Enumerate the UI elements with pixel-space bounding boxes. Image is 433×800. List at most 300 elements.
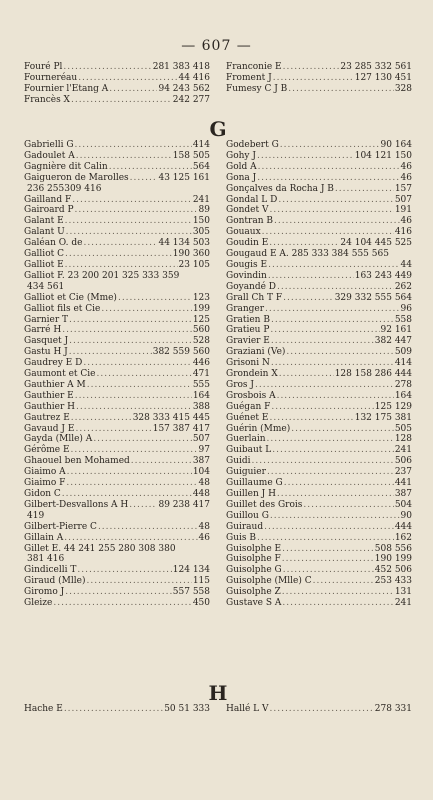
entry-name: Gustave S A [226,598,282,609]
dot-leader [284,478,394,489]
dot-leader [65,249,172,260]
entry-name: Gaudrey E D [24,358,83,369]
dot-leader [131,456,192,467]
dot-leader [277,282,394,293]
index-entry [226,73,412,84]
entry-name: Guibaut L [226,445,272,456]
index-entry [226,424,412,435]
index-entry [226,271,412,282]
entry-pages: 241 [192,194,210,205]
entry-name: Gold A [226,161,257,172]
dot-leader [271,336,374,347]
entry-pages: 241 [394,598,412,609]
entry-pages: 471 [192,369,210,380]
entry-pages: 446 [192,358,210,369]
entry-pages: 237 [394,467,412,478]
entry-name: Gravier E [226,336,270,347]
dot-leader [64,704,163,715]
index-entry [24,205,210,216]
g-left-column [24,140,210,609]
dot-leader [67,467,192,478]
entry-pages: 190 199 [374,554,412,565]
entry-name: 236 255309 416 [27,183,102,194]
dot-leader [270,325,379,336]
entry-pages: 131 [394,587,412,598]
dot-leader [62,489,192,500]
entry-pages: 94 243 562 [158,83,210,94]
dot-leader [282,544,374,555]
dot-leader [282,554,374,565]
entry-pages: 328 [394,83,412,94]
index-entry [226,467,412,478]
entry-name: Guisolphe F [226,554,281,565]
h-left-column [24,704,210,715]
dot-leader [267,434,394,445]
entry-name: Galliot E [24,259,64,270]
entry-pages: 24 104 445 525 [340,238,412,249]
entry-pages: 89 238 417 [158,499,210,510]
index-entry [226,282,412,293]
entry-name: Govindin [226,270,267,281]
entry-pages: 150 [192,216,210,227]
entry-pages: 132 175 381 [354,412,412,423]
entry-name: Granger [226,303,265,314]
dot-leader [63,62,151,73]
index-entry [226,565,412,576]
dot-leader [268,271,354,282]
dot-leader [273,73,354,84]
dot-leader [69,315,192,326]
index-entry [24,195,210,206]
index-entry [24,216,210,227]
entry-name: Guis B [226,532,256,543]
index-entry [226,598,412,609]
index-entry [24,293,210,304]
entry-name: Giromo J [24,587,65,598]
index-entry [24,271,210,282]
entry-name: Grondein X [226,369,278,380]
index-entry [226,304,412,315]
entry-pages: 50 51 333 [164,704,210,714]
index-entry [226,249,412,260]
entry-pages: 328 333 415 445 [132,412,210,423]
entry-name: Gayda (Mlle) A [24,434,93,445]
dot-leader [69,347,152,358]
entry-pages: 164 [394,390,412,401]
entry-pages: 48 [198,521,210,532]
dot-leader [78,73,177,84]
entry-name: Gondet V [226,205,269,216]
index-entry [24,391,210,402]
dot-leader [66,227,192,238]
dot-leader [75,140,192,151]
dot-leader [72,195,192,206]
entry-pages: 90 164 [380,140,412,150]
entry-pages: 127 130 451 [354,72,412,83]
entry-pages: 46 [400,172,412,183]
index-entry [24,140,210,151]
entry-pages: 123 [192,292,210,303]
entry-pages: 115 [192,576,210,587]
entry-pages: 278 331 [374,704,412,714]
entry-pages: 329 332 555 564 [334,292,412,303]
dot-leader [109,162,192,173]
entry-name: Guerlain [226,434,266,445]
dot-leader [271,402,373,413]
entry-pages: 104 [192,467,210,478]
index-entry [226,184,412,195]
dot-leader [53,598,191,609]
dot-leader [76,151,172,162]
dot-leader [76,402,192,413]
index-entry [24,249,210,260]
entry-name: Gastu H J [24,347,68,358]
dot-leader [83,358,191,369]
dot-leader [274,216,400,227]
entry-pages: 504 [394,499,412,510]
entry-pages: 125 [192,314,210,325]
entry-name: Guiraud [226,521,264,532]
entry-pages: 242 277 [172,94,210,105]
entry-name: Galliot fils et Cie [24,303,101,314]
dot-leader [267,467,394,478]
entry-pages: 92 161 [380,325,412,336]
entry-pages: 414 [394,358,412,369]
entry-name: Galliot F. 23 200 201 325 333 359 [24,270,180,281]
entry-pages: 558 [394,314,412,325]
entry-name: Guillet des Grois [226,499,303,510]
entry-name: 434 561 [27,281,65,292]
entry-pages: 262 [394,281,412,292]
entry-name: Gouaux [226,227,261,238]
dot-leader [109,84,157,95]
dot-leader [71,413,132,424]
entry-pages: 253 433 [374,576,412,587]
entry-name: Gagnière dit Calin [24,161,108,172]
entry-pages: 387 [394,489,412,499]
dot-leader [252,456,394,467]
dot-leader [282,587,394,598]
index-entry [24,434,210,445]
entry-pages: 46 [400,216,412,227]
index-entry [226,413,412,424]
entry-name: Ghaouel ben Mohamed [24,456,130,467]
index-entry-continuation [24,554,210,565]
entry-pages: 557 558 [172,587,210,598]
index-entry [24,369,210,380]
index-entry [24,576,210,587]
g-right-column [226,140,412,609]
index-entry [226,391,412,402]
entry-name: Gadoulet A [24,150,75,161]
entry-name: Guidi [226,456,251,467]
dot-leader [283,565,374,576]
entry-pages: 564 [192,161,210,172]
entry-name: Giraud (Mlle) [24,576,86,587]
entry-name: Hallé L V [226,704,269,714]
dot-leader [65,216,192,227]
entry-pages: 278 [394,379,412,390]
dot-leader [77,565,171,576]
entry-name: Guisolphe E [226,543,282,554]
index-entry [226,325,412,336]
dot-leader [270,511,400,522]
index-entry [226,140,412,151]
dot-leader [262,227,394,238]
index-entry [24,325,210,336]
entry-pages: 505 [394,423,412,434]
entry-pages: 382 447 [374,336,412,347]
dot-leader [268,260,399,271]
index-entry-continuation [24,184,210,195]
index-entry [24,62,210,73]
entry-pages: 452 506 [374,565,412,576]
entry-pages: 128 158 286 444 [334,369,412,380]
entry-name: Fouré Pl [24,62,63,72]
dot-leader [66,478,197,489]
dot-leader [75,391,192,402]
index-entry [24,227,210,238]
index-entry [226,522,412,533]
entry-pages: 416 [394,227,412,238]
dot-leader [335,184,394,195]
dot-leader [286,347,393,358]
dot-leader [278,195,393,206]
entry-pages: 46 [198,532,210,543]
dot-leader [257,173,399,184]
index-entry [24,358,210,369]
entry-name: Guillen J H [226,489,276,499]
entry-pages: 44 134 503 [158,238,210,249]
entry-name: Gilbert-Pierre C [24,521,97,532]
entry-pages: 506 [394,456,412,467]
entry-name: Gillet E. 44 241 255 280 308 380 [24,543,176,554]
entry-pages: 48 [198,478,210,489]
dot-leader [255,380,394,391]
index-entry [226,544,412,555]
entry-name: Graziani (Ve) [226,347,286,358]
index-entry-continuation [24,282,210,293]
entry-name: Gailland F [24,194,72,205]
entry-name: Fourneréau [24,72,78,83]
entry-pages: 46 [400,161,412,172]
index-entry [226,434,412,445]
entry-name: Gleize [24,598,53,609]
entry-pages: 414 [192,140,210,150]
section-h [24,682,412,715]
dot-leader [283,293,334,304]
entry-name: Gairoard P [24,205,74,216]
dot-leader [270,704,374,715]
entry-pages: 23 105 [178,259,210,270]
entry-pages: 124 134 [172,565,210,576]
index-entry [226,358,412,369]
dot-leader [71,445,198,456]
dot-leader [64,533,197,544]
entry-name: Gavaud J E [24,423,75,434]
dot-leader [62,325,192,336]
dot-leader [277,489,394,500]
index-entry [226,216,412,227]
index-entry [226,62,412,73]
dot-leader [257,533,394,544]
entry-name: Guillou G [226,510,269,521]
index-entry [226,205,412,216]
dot-leader [288,84,394,95]
entry-name: Galliot C [24,249,64,260]
dot-leader [98,522,198,533]
entry-name: Goyandé D [226,281,277,292]
entry-pages: 509 [394,347,412,358]
index-entry [24,565,210,576]
entry-pages: 199 [192,303,210,314]
entry-name: Froment J [226,72,272,83]
entry-name: Guillaume G [226,478,283,489]
dot-leader [86,576,191,587]
entry-name: Gougis E [226,259,268,270]
entry-name: Gros J [226,379,254,390]
dot-leader [75,205,198,216]
entry-name: Fumesy C J B [226,83,288,94]
top-right-column [226,62,412,106]
index-entry [226,456,412,467]
entry-name: Fournier l'Etang A [24,83,109,94]
entry-pages: 450 [192,598,210,609]
entry-name: Gauthier A M [24,379,86,390]
entry-name: Gaigueron de Marolles [24,172,129,183]
index-entry [226,369,412,380]
index-entry [24,704,210,715]
entry-name: Garnier T [24,314,69,325]
index-entry [24,84,210,95]
dot-leader [93,434,192,445]
dot-leader [271,315,394,326]
entry-name: Galéan O. de [24,238,83,249]
index-entry [226,347,412,358]
index-entry [226,293,412,304]
entry-name: Gougaud E A. 285 333 384 555 565 [226,249,389,260]
index-entry [226,554,412,565]
entry-name: Giaimo F [24,478,66,489]
entry-name: Gohy J [226,150,256,161]
entry-name: Guénet E [226,412,269,423]
entry-pages: 44 416 [178,72,210,83]
entry-name: Guisolphe Z [226,587,281,598]
section-g [24,118,412,609]
index-entry [24,336,210,347]
entry-pages: 125 129 [374,401,412,412]
dot-leader [65,260,178,271]
index-entry [24,95,210,106]
index-entry [226,315,412,326]
index-entry [226,84,412,95]
index-entry [226,227,412,238]
dot-leader [277,391,394,402]
index-entry [24,73,210,84]
index-entry [226,173,412,184]
dot-leader [264,522,394,533]
entry-name: Godebert G [226,140,279,150]
index-entry [24,533,210,544]
dot-leader [118,293,192,304]
dot-leader [269,413,353,424]
top-left-column [24,62,210,106]
index-entry [24,151,210,162]
entry-pages: 444 [394,521,412,532]
entry-pages: 191 [394,205,412,216]
dot-leader [272,445,394,456]
entry-name: Guérin (Mme) [226,423,291,434]
entry-name: Galliot et Cie (Mme) [24,292,117,303]
dot-leader [269,238,339,249]
entry-name: Galant E [24,216,64,227]
entry-name: Gillain A [24,532,64,543]
page-number: — 607 — [181,38,252,54]
entry-name: Gabrielli G [24,140,74,150]
entry-name: Garré H [24,325,62,336]
entry-name: Gilbert-Desvallons A H [24,499,129,510]
entry-name: 381 416 [27,554,65,565]
entry-pages: 507 [394,194,412,205]
entry-name: Grall Ch T F [226,292,283,303]
entry-pages: 508 556 [374,543,412,554]
entry-pages: 162 [394,532,412,543]
entry-name: Gonçalves da Rocha J B [226,183,334,194]
index-entry [24,456,210,467]
dot-leader [130,173,158,184]
entry-name: Gauthier H [24,401,75,412]
entry-pages: 441 [394,478,412,489]
index-entry [24,304,210,315]
index-entry [24,347,210,358]
dot-leader [269,205,393,216]
entry-pages: 164 [192,390,210,401]
entry-pages: 90 [400,510,412,521]
entry-pages: 507 [192,434,210,445]
index-entry [226,238,412,249]
top-entries-block [24,62,412,106]
entry-name: Gona J [226,172,257,183]
dot-leader [87,380,192,391]
entry-name: Gasquet J [24,336,69,347]
entry-pages: 163 243 449 [354,270,412,281]
entry-pages: 23 285 332 561 [340,62,412,72]
dot-leader [313,576,374,587]
entry-pages: 157 387 417 [152,423,210,434]
entry-pages: 104 121 150 [354,150,412,161]
section-letter-g: G [209,117,227,141]
entry-pages: 158 505 [172,150,210,161]
index-entry [24,478,210,489]
dot-leader [75,424,151,435]
index-entry [24,162,210,173]
index-entry [24,445,210,456]
entry-name: Galant U [24,227,65,238]
dot-leader [265,304,400,315]
index-entry [24,587,210,598]
entry-name: Goudin E [226,238,269,249]
dot-leader [282,598,393,609]
entry-name: Grisoni N [226,358,270,369]
entry-name: Gondal L D [226,194,278,205]
section-letter-h: H [208,681,228,705]
dot-leader [96,369,191,380]
dot-leader [129,500,157,511]
entry-name: Guiguier [226,467,266,478]
entry-pages: 305 [192,227,210,238]
dot-leader [101,304,191,315]
index-entry [226,380,412,391]
